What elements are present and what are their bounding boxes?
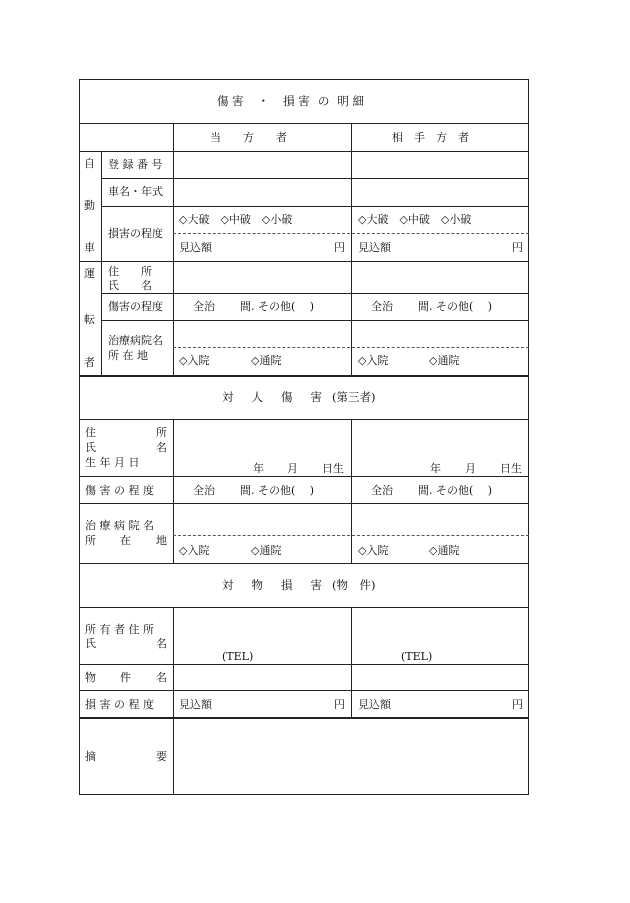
- tp-injury-label: 傷 害 の 程 度: [85, 484, 154, 497]
- dashed-rule: [173, 347, 529, 348]
- item-label-l: 物: [85, 671, 96, 684]
- title-part: の: [317, 94, 330, 108]
- damage-options-other: ◇大破 ◇中破 ◇小破: [358, 213, 472, 226]
- injury-self-a: 全治: [193, 300, 215, 313]
- col-divider-middle: [351, 607, 352, 718]
- rule: [79, 151, 529, 152]
- rule: [79, 664, 529, 665]
- title-part: 物: [251, 578, 263, 592]
- section1-title: [217, 96, 364, 108]
- dob-year-self: 年: [253, 462, 264, 475]
- tp-injury-other-b: 間. その他( ): [418, 484, 493, 497]
- tp-location-m: 在: [120, 534, 131, 547]
- summary-label-l: 摘: [85, 750, 96, 763]
- item-label-m: 件: [120, 671, 131, 684]
- title-part: 害: [310, 390, 322, 404]
- outpatient-other: ◇通院: [429, 354, 460, 367]
- summary-label-r: 要: [156, 750, 167, 763]
- outpatient-self: ◇通院: [251, 354, 282, 367]
- driver-name-label: 氏 名: [108, 279, 152, 292]
- frame-left: [79, 79, 80, 795]
- frame-top: [79, 79, 529, 80]
- vehicle-damage-label: 損害の程度: [108, 227, 163, 240]
- model-year-label: 車名・年式: [108, 185, 163, 198]
- prop-estimate-other: 見込額: [358, 698, 391, 711]
- yen-other: 円: [512, 241, 523, 254]
- tp-hospital-label: 治 療 病 院 名: [85, 519, 154, 532]
- tp-address-l: 住: [85, 426, 96, 439]
- tel-self: (TEL): [222, 650, 254, 663]
- col-divider-label: [173, 419, 174, 563]
- injury-self-b: 間. その他( ): [240, 300, 315, 313]
- vehicle-group-char-3: 車: [84, 241, 95, 254]
- dob-day-self: 日生: [322, 462, 344, 475]
- rule: [79, 563, 529, 564]
- driver-address-label: 住 所: [108, 265, 152, 278]
- title-part: 人: [251, 390, 263, 404]
- tp-injury-self-b: 間. その他( ): [240, 484, 315, 497]
- vehicle-group-char-2: 動: [84, 199, 95, 212]
- vehicle-group-char-1: 自: [84, 157, 95, 170]
- title-part: 傷 害: [217, 94, 244, 108]
- driver-group-char-1: 運: [84, 267, 95, 280]
- rule: [101, 178, 529, 179]
- rule: [101, 293, 529, 294]
- rule: [79, 690, 529, 691]
- owner-address-label: 所 有 者 住 所: [85, 623, 154, 636]
- title-part: 傷: [281, 390, 293, 404]
- tel-other: (TEL): [401, 650, 433, 663]
- damage-options-self: ◇大破 ◇中破 ◇小破: [179, 213, 293, 226]
- tp-name-l: 氏: [85, 441, 96, 454]
- admit-other: ◇入院: [358, 354, 389, 367]
- title-part: 対: [222, 390, 234, 404]
- col-header-self: 当 方 者: [210, 131, 287, 144]
- rule: [79, 261, 529, 262]
- prop-damage-label: 損 害 の 程 度: [85, 698, 154, 711]
- injury-other-b: 間. その他( ): [418, 300, 493, 313]
- tp-name-r: 名: [156, 441, 167, 454]
- col-divider-middle: [351, 419, 352, 563]
- driver-hospital-label: 治療病院名: [108, 334, 163, 347]
- prop-yen-self: 円: [334, 698, 345, 711]
- rule: [79, 607, 529, 608]
- title-part: 害: [310, 578, 322, 592]
- tp-location-r: 地: [156, 534, 167, 547]
- tp-outpatient-self: ◇通院: [251, 544, 282, 557]
- yen-self: 円: [334, 241, 345, 254]
- rule: [79, 476, 529, 477]
- rule: [79, 123, 529, 124]
- title-part: 明 細: [337, 94, 364, 108]
- section3-title: [222, 580, 375, 592]
- dashed-rule: [173, 233, 529, 234]
- rule: [101, 320, 529, 321]
- driver-injury-label: 傷害の程度: [108, 300, 163, 313]
- rule: [101, 206, 529, 207]
- col-divider-label: [173, 123, 174, 376]
- dashed-rule: [173, 535, 529, 536]
- frame-bottom: [79, 794, 529, 795]
- section-divider: [79, 375, 529, 377]
- prop-estimate-self: 見込額: [179, 698, 212, 711]
- section2-title: [222, 392, 375, 404]
- tp-injury-other-a: 全治: [371, 484, 393, 497]
- tp-admit-other: ◇入院: [358, 544, 389, 557]
- group-divider: [101, 151, 102, 376]
- title-part: 損 害: [283, 94, 310, 108]
- title-part: (物 件): [332, 578, 376, 592]
- item-label-r: 名: [156, 671, 167, 684]
- col-header-other: 相 手 方 者: [392, 131, 469, 144]
- driver-location-label: 所 在 地: [108, 349, 148, 362]
- dob-year-other: 年: [430, 462, 441, 475]
- driver-group-char-3: 者: [84, 356, 95, 369]
- tp-location-l: 所: [85, 534, 96, 547]
- dob-day-other: 日生: [500, 462, 522, 475]
- title-dot: ・: [257, 94, 270, 108]
- owner-name-l: 氏: [85, 637, 96, 650]
- frame-right: [528, 79, 529, 795]
- tp-outpatient-other: ◇通院: [429, 544, 460, 557]
- tp-admit-self: ◇入院: [179, 544, 210, 557]
- col-divider-label: [173, 607, 174, 794]
- estimate-label-self: 見込額: [179, 241, 212, 254]
- tp-address-r: 所: [156, 426, 167, 439]
- owner-name-r: 名: [156, 637, 167, 650]
- reg-number-label: 登 録 番 号: [108, 158, 163, 171]
- estimate-label-other: 見込額: [358, 241, 391, 254]
- rule: [79, 503, 529, 504]
- admit-self: ◇入院: [179, 354, 210, 367]
- driver-group-char-2: 転: [84, 313, 95, 326]
- section-divider: [79, 717, 529, 719]
- col-divider-middle: [351, 123, 352, 376]
- injury-other-a: 全治: [371, 300, 393, 313]
- tp-injury-self-a: 全治: [193, 484, 215, 497]
- title-part: 対: [222, 578, 234, 592]
- dob-month-other: 月: [465, 462, 476, 475]
- prop-yen-other: 円: [512, 698, 523, 711]
- title-part: (第三者): [332, 390, 376, 404]
- dob-month-self: 月: [287, 462, 298, 475]
- rule: [79, 419, 529, 420]
- title-part: 損: [281, 578, 293, 592]
- tp-dob-label: 生 年 月 日: [85, 456, 140, 469]
